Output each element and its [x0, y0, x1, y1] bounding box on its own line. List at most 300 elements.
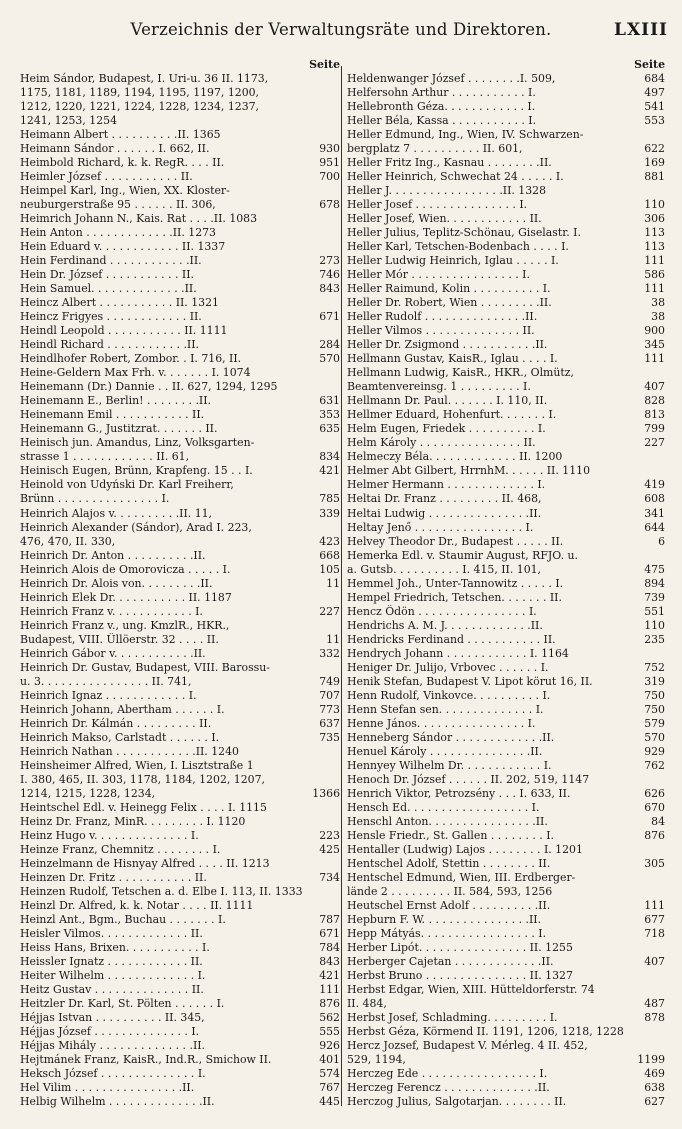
entry-page: 638	[644, 1081, 665, 1095]
entry-text: Heimbold Richard, k. k. RegR. . . . II.	[20, 156, 225, 170]
entry-text: Hein Eduard v. . . . . . . . . . . . II. 1337	[20, 240, 226, 254]
entry-text: Herbst Géza, Körmend II. 1191, 1206, 1218, 1228	[347, 1025, 624, 1039]
entry-page: 843	[319, 955, 340, 968]
entry-page	[632, 450, 665, 464]
index-entry	[20, 1053, 340, 1067]
entry-page: 930	[319, 142, 340, 156]
entry-text: Hensle Friedr., St. Gallen . . . . . . . . I.	[347, 828, 554, 842]
index-entry	[20, 983, 340, 997]
index-entry	[20, 969, 340, 983]
entry-text: Héjjas József . . . . . . . . . . . . . . I.	[20, 1025, 200, 1039]
index-entry	[20, 184, 340, 198]
index-entry	[347, 436, 665, 450]
index-entry	[20, 927, 340, 941]
index-entry	[347, 689, 665, 703]
index-entry	[347, 380, 665, 394]
entry-page: 84	[651, 814, 665, 828]
entry-text: II. 484,	[347, 997, 387, 1011]
entry-page: 579	[644, 716, 665, 730]
entry-text: Helm Károly . . . . . . . . . . . . . . . II.	[347, 436, 536, 450]
entry-page: 900	[644, 324, 665, 338]
entry-page	[632, 464, 665, 478]
index-entry	[20, 170, 340, 184]
entry-text: Helmer Abt Gilbert, HrrnhM. . . . . . II. 1110	[347, 464, 591, 478]
index-entry	[20, 1011, 340, 1025]
page-header	[0, 10, 682, 42]
entry-text: Hel Vilim . . . . . . . . . . . . . . . .II.	[20, 1081, 195, 1095]
entry-page	[307, 745, 340, 759]
entry-text: Heltai Ludwig . . . . . . . . . . . . . . .II.	[347, 506, 542, 520]
entry-text: Hein Dr. József . . . . . . . . . . . II.	[20, 268, 194, 282]
entry-text: Heinemann (Dr.) Dannie . . II. 627, 1294, 1295	[20, 380, 278, 394]
entry-page: 423	[319, 534, 340, 548]
index-entry	[347, 759, 665, 773]
index-entry	[20, 436, 340, 450]
entry-page: 6	[658, 534, 665, 548]
entry-text: Hensch Ed. . . . . . . . . . . . . . . . . . I.	[347, 800, 540, 814]
index-entry	[347, 478, 665, 492]
entry-page: 785	[319, 492, 340, 506]
index-entry	[20, 521, 340, 535]
entry-page	[632, 647, 665, 661]
entry-page	[307, 296, 340, 310]
index-entry	[347, 240, 665, 254]
index-entry	[347, 1011, 665, 1025]
entry-page: 319	[644, 674, 665, 688]
entry-page: 169	[644, 156, 665, 170]
entry-page: 227	[319, 604, 340, 618]
entry-text: Henne János. . . . . . . . . . . . . . . . I.	[347, 716, 536, 730]
entry-text: Heinz Hugo v. . . . . . . . . . . . . . I.	[20, 828, 199, 842]
entry-text: Hemerka Edl. v. Staumir August, RFJO. u.	[347, 548, 578, 562]
entry-text: Heinzl Ant., Bgm., Buchau . . . . . . . I.	[20, 912, 226, 926]
index-entry	[347, 1067, 665, 1081]
page-title: Verzeichnis der Verwaltungsräte und Direktoren.	[130, 20, 552, 39]
entry-page: 671	[319, 926, 340, 940]
index-entry	[20, 955, 340, 969]
index-entry	[347, 352, 665, 366]
entry-text: Hennyey Wilhelm Dr. . . . . . . . . . . . I.	[347, 758, 552, 772]
entry-page: 644	[644, 520, 665, 534]
entry-text: Henneberg Sándor . . . . . . . . . . . . .II.	[347, 730, 555, 744]
entry-page: 570	[644, 730, 665, 744]
left-seite-label: Seite	[309, 58, 340, 71]
index-entry	[20, 731, 340, 745]
entry-text: Hein Anton . . . . . . . . . . . . .II. 1273	[20, 226, 216, 240]
index-entry	[347, 647, 665, 661]
entry-page: 469	[644, 1067, 665, 1081]
entry-text: Heksch József . . . . . . . . . . . . . . I.	[20, 1067, 206, 1081]
index-entry	[347, 1095, 665, 1109]
entry-page: 627	[644, 1095, 665, 1109]
entry-page: 38	[651, 310, 665, 324]
entry-text: Heimrich Johann N., Kais. Rat . . . .II. 1083	[20, 212, 258, 226]
entry-text: Heller Dr. Zsigmond . . . . . . . . . . .II.	[347, 338, 548, 352]
entry-text: Hellmann Gustav, KaisR., Iglau . . . . I.	[347, 352, 558, 366]
entry-text: Heinrich Elek Dr. . . . . . . . . . . II. 1187	[20, 590, 232, 604]
index-entry	[347, 408, 665, 422]
entry-text: bergplatz 7 . . . . . . . . . . II. 601,	[347, 142, 523, 156]
index-entry	[347, 310, 665, 324]
entry-page: 105	[319, 562, 340, 576]
entry-text: Heutschel Ernst Adolf . . . . . . . . . .II.	[347, 898, 551, 912]
entry-page: 574	[319, 1067, 340, 1081]
entry-text: 1212, 1220, 1221, 1224, 1228, 1234, 1237,	[20, 100, 260, 114]
entry-page: 799	[644, 422, 665, 436]
index-entry	[20, 1081, 340, 1095]
index-entry	[347, 282, 665, 296]
index-entry	[20, 422, 340, 436]
index-entry	[20, 997, 340, 1011]
index-entry	[20, 1095, 340, 1109]
index-entry	[20, 843, 340, 857]
entry-text: Heinrich Alois de Omorovicza . . . . . I.	[20, 562, 231, 576]
entry-page: 497	[644, 86, 665, 100]
entry-text: Helmeczy Béla. . . . . . . . . . . . . II. 1200	[347, 450, 563, 464]
entry-page: 762	[644, 758, 665, 772]
entry-text: Heller Edmund, Ing., Wien, IV. Schwarzen-	[347, 128, 584, 142]
index-entry	[20, 647, 340, 661]
index-entry	[20, 408, 340, 422]
entry-page: 11	[326, 632, 340, 646]
index-entry	[20, 759, 340, 773]
index-entry	[20, 619, 340, 633]
index-entry	[20, 478, 340, 492]
entry-page: 678	[319, 198, 340, 212]
index-entry	[20, 142, 340, 156]
entry-text: Heller Karl, Tetschen-Bodenbach . . . . I.	[347, 240, 569, 254]
entry-page: 739	[644, 590, 665, 604]
entry-text: Heller Josef . . . . . . . . . . . . . . . I.	[347, 198, 528, 212]
index-entry	[20, 787, 340, 801]
index-entry	[347, 731, 665, 745]
index-entry	[347, 198, 665, 212]
entry-text: Herbst Josef, Schladming. . . . . . . . . I.	[347, 1011, 558, 1025]
entry-page: 425	[319, 842, 340, 856]
entry-page: 445	[319, 1095, 340, 1109]
index-entry	[347, 1025, 665, 1039]
entry-page: 586	[644, 268, 665, 282]
entry-text: Hentschel Edmund, Wien, III. Erdberger-	[347, 870, 576, 884]
entry-page	[632, 983, 665, 997]
index-entry	[347, 296, 665, 310]
entry-text: Heltay Jenő . . . . . . . . . . . . . . . . I.	[347, 520, 534, 534]
entry-page: 227	[644, 436, 665, 450]
index-entry	[347, 450, 665, 464]
entry-text: Heinrich Nathan . . . . . . . . . . . .II. 1240	[20, 744, 239, 758]
entry-text: Heller Mór . . . . . . . . . . . . . . . . I.	[347, 268, 530, 282]
entry-page: 306	[644, 212, 665, 226]
right-seite-label: Seite	[634, 58, 665, 71]
index-entry	[20, 801, 340, 815]
entry-page: 750	[644, 702, 665, 716]
index-entry	[20, 563, 340, 577]
index-entry	[347, 829, 665, 843]
entry-page: 235	[644, 632, 665, 646]
index-entry	[20, 633, 340, 647]
index-entry	[20, 549, 340, 563]
entry-page: 562	[319, 1011, 340, 1025]
entry-text: Heller Dr. Robert, Wien . . . . . . . . .II.	[347, 296, 552, 310]
entry-text: 1175, 1181, 1189, 1194, 1195, 1197, 1200,	[20, 86, 260, 100]
index-entry	[347, 114, 665, 128]
entry-page: 684	[644, 72, 665, 86]
entry-text: Hentaller (Ludwig) Lajos . . . . . . . . I. 1201	[347, 842, 583, 856]
entry-page	[307, 801, 340, 815]
entry-page: 421	[319, 969, 340, 983]
left-column	[20, 58, 340, 1109]
index-entry	[20, 240, 340, 254]
entry-text: Heinrich Dr. Kálmán . . . . . . . . . II.	[20, 716, 212, 730]
entry-text: Heinrich Dr. Alois von. . . . . . . . .II.	[20, 576, 213, 590]
entry-page: 767	[319, 1081, 340, 1095]
entry-text: Hellmann Dr. Paul. . . . . . . I. 110, II.	[347, 394, 548, 408]
entry-text: Hein Ferdinand . . . . . . . . . . . .II.	[20, 254, 202, 268]
entry-page: 752	[644, 660, 665, 674]
entry-text: Henschl Anton. . . . . . . . . . . . . . . .II.	[347, 814, 548, 828]
entry-page: 38	[651, 296, 665, 310]
entry-text: Hellebronth Géza. . . . . . . . . . . . I.	[347, 100, 536, 114]
entry-page: 305	[644, 856, 665, 870]
entry-text: Héjjas Istvan . . . . . . . . . . II. 345,	[20, 1011, 205, 1025]
entry-page: 111	[644, 898, 665, 912]
index-entry	[20, 815, 340, 829]
entry-page: 637	[319, 716, 340, 730]
entry-text: Henrich Viktor, Petrozsény . . . I. 633, II.	[347, 786, 571, 800]
entry-page: 111	[644, 352, 665, 366]
entry-page	[632, 969, 665, 983]
entry-text: Heller Rudolf . . . . . . . . . . . . . . .II.	[347, 310, 538, 324]
index-entry	[347, 927, 665, 941]
entry-text: Heller Vilmos . . . . . . . . . . . . . . II.	[347, 324, 535, 338]
entry-page: 718	[644, 926, 665, 940]
index-entry	[347, 843, 665, 857]
entry-page: 1199	[637, 1053, 665, 1067]
index-entry	[347, 549, 665, 563]
entry-page: 735	[319, 730, 340, 744]
entry-page: 345	[644, 338, 665, 352]
entry-text: Helm Eugen, Friedek . . . . . . . . . . I.	[347, 422, 546, 436]
entry-text: Beamtenvereinsg. 1 . . . . . . . . . I.	[347, 380, 531, 394]
entry-page: 553	[644, 114, 665, 128]
entry-text: Helfersohn Arthur . . . . . . . . . . . I.	[347, 86, 536, 100]
entry-page: 551	[644, 604, 665, 618]
entry-text: Heindlhofer Robert, Zombor. . I. 716, II.	[20, 352, 242, 366]
index-entry	[20, 591, 340, 605]
entry-page: 677	[644, 912, 665, 926]
entry-page	[632, 366, 665, 380]
entry-page	[307, 885, 340, 899]
entry-text: Heindl Richard . . . . . . . . . . . .II.	[20, 338, 199, 352]
entry-page	[632, 184, 665, 198]
entry-text: Hepp Mátyás. . . . . . . . . . . . . . . . . I.	[347, 926, 547, 940]
index-entry	[347, 913, 665, 927]
index-entry	[347, 717, 665, 731]
entry-text: Heimann Sándor . . . . . . I. 662, II.	[20, 142, 210, 156]
entry-page	[307, 436, 340, 450]
entry-page: 11	[326, 576, 340, 590]
entry-page	[632, 871, 665, 885]
index-entry	[20, 577, 340, 591]
index-entry	[347, 422, 665, 436]
index-entry	[347, 745, 665, 759]
entry-page: 668	[319, 548, 340, 562]
entry-text: Heniger Dr. Julijo, Vrbovec . . . . . . I.	[347, 660, 549, 674]
entry-text: Heinzl Dr. Alfred, k. k. Notar . . . . II. 1111	[20, 898, 254, 912]
entry-text: Hellmer Eduard, Hohenfurt. . . . . . . I.	[347, 408, 557, 422]
index-entry	[347, 815, 665, 829]
entry-text: Heinold von Udyński Dr. Karl Freiherr,	[20, 478, 234, 492]
entry-text: Heinrich Ignaz . . . . . . . . . . . . I.	[20, 688, 197, 702]
entry-page: 407	[644, 380, 665, 394]
index-entry	[20, 605, 340, 619]
entry-page: 339	[319, 506, 340, 520]
entry-text: Heinemann G., Justitzrat. . . . . . . II.	[20, 422, 218, 436]
index-entry	[20, 675, 340, 689]
entry-text: Heinemann E., Berlin! . . . . . . . .II.	[20, 394, 211, 408]
index-entry	[20, 268, 340, 282]
entry-page: 111	[644, 254, 665, 268]
entry-page: 926	[319, 1039, 340, 1053]
index-entry	[347, 857, 665, 871]
entry-text: Heintschel Edl. v. Heinegg Felix . . . . I. 1115	[20, 800, 267, 814]
entry-page	[307, 114, 340, 128]
entry-text: Heimler József . . . . . . . . . . . II.	[20, 170, 193, 184]
entry-text: Heller J. . . . . . . . . . . . . . . . .II. 1328	[347, 184, 547, 198]
entry-page	[632, 941, 665, 955]
index-entry	[20, 380, 340, 394]
index-entry	[347, 394, 665, 408]
index-entry	[347, 100, 665, 114]
entry-text: Héjjas Mihály . . . . . . . . . . . . . .II.	[20, 1039, 206, 1053]
entry-text: Heldenwanger József . . . . . . . .I. 509,	[347, 72, 556, 86]
entry-page: 111	[319, 983, 340, 997]
entry-page	[307, 212, 340, 226]
index-entry	[347, 703, 665, 717]
index-entry	[20, 394, 340, 408]
entry-page	[307, 773, 340, 787]
entry-text: Herberger Cajetan . . . . . . . . . . . . .II.	[347, 955, 554, 968]
entry-text: Heller Heinrich, Schwechat 24 . . . . . I.	[347, 170, 564, 184]
index-entry	[20, 464, 340, 478]
index-entry	[347, 871, 665, 885]
entry-page: 622	[644, 142, 665, 156]
entry-text: Heimann Albert . . . . . . . . . .II. 1365	[20, 128, 221, 142]
index-entry	[347, 507, 665, 521]
index-entry	[347, 801, 665, 815]
entry-text: Herbst Bruno . . . . . . . . . . . . . . . II. 1327	[347, 969, 573, 983]
entry-page: 894	[644, 576, 665, 590]
entry-page: 353	[319, 408, 340, 422]
entry-page: 671	[319, 310, 340, 324]
index-entry	[347, 577, 665, 591]
index-entry	[20, 114, 340, 128]
entry-text: strasse 1 . . . . . . . . . . . . II. 61,	[20, 450, 190, 464]
entry-text: Hejtmánek Franz, KaisR., Ind.R., Smichow II.	[20, 1053, 272, 1067]
entry-page: 332	[319, 646, 340, 660]
index-entry	[20, 324, 340, 338]
index-entry	[347, 184, 665, 198]
entry-text: Hendricks Ferdinand . . . . . . . . . . . II.	[347, 632, 556, 646]
entry-text: Heinrich Makso, Carlstadt . . . . . . I.	[20, 730, 220, 744]
index-entry	[347, 563, 665, 577]
entry-text: Henn Rudolf, Vinkovce. . . . . . . . . . I.	[347, 688, 551, 702]
entry-page	[632, 773, 665, 787]
entry-text: Hendrichs A. M. J. . . . . . . . . . . . .II.	[347, 618, 543, 632]
index-entry	[347, 1081, 665, 1095]
index-entry	[347, 969, 665, 983]
entry-page	[632, 1025, 665, 1039]
entry-text: Heissler Ignatz . . . . . . . . . . . . II.	[20, 955, 203, 968]
entry-text: Heller Béla, Kassa . . . . . . . . . . . I.	[347, 114, 537, 128]
entry-page: 784	[319, 940, 340, 954]
index-entry	[347, 254, 665, 268]
entry-page	[307, 86, 340, 100]
entry-page: 813	[644, 408, 665, 422]
index-entry	[347, 983, 665, 997]
index-entry	[20, 535, 340, 549]
index-entry	[20, 1025, 340, 1039]
index-entry	[347, 464, 665, 478]
entry-text: Hepburn F. W. . . . . . . . . . . . . . . .II.	[347, 912, 542, 926]
entry-page: 273	[319, 254, 340, 268]
entry-text: Herczog Julius, Salgotarjan. . . . . . . . II.	[347, 1095, 567, 1109]
entry-text: Heinz Dr. Franz, MinR. . . . . . . . . I. 1120	[20, 814, 246, 828]
index-entry	[20, 310, 340, 324]
entry-text: Heinrich Gábor v. . . . . . . . . . . .II.	[20, 646, 206, 660]
entry-text: Hercz Jozsef, Budapest V. Mérleg. 4 II. 452,	[347, 1039, 588, 1053]
index-entry	[20, 857, 340, 871]
index-entry	[20, 338, 340, 352]
index-entry	[20, 1039, 340, 1053]
entry-page: 700	[319, 170, 340, 184]
entry-text: Hein Samuel. . . . . . . . . . . . . .II.	[20, 282, 197, 296]
entry-text: Heinemann Emil . . . . . . . . . . . II.	[20, 408, 205, 422]
entry-text: Heinisch Eugen, Brünn, Krapfeng. 15 . . I.	[20, 464, 253, 478]
entry-text: Heim Sándor, Budapest, I. Uri-u. 36 II. 1173,	[20, 72, 269, 86]
index-entry	[20, 703, 340, 717]
index-entry	[20, 829, 340, 843]
index-entry	[347, 885, 665, 899]
entry-page: 570	[319, 352, 340, 366]
entry-text: Heinrich Alexander (Sándor), Arad I. 223,	[20, 520, 252, 534]
entry-page	[307, 240, 340, 254]
index-entry	[347, 675, 665, 689]
entry-page: 341	[644, 506, 665, 520]
index-entry	[20, 689, 340, 703]
entry-page	[307, 72, 340, 86]
entry-text: 529, 1194,	[347, 1053, 406, 1067]
index-entry	[347, 338, 665, 352]
entry-text: Budapest, VIII. Üllöerstr. 32 . . . . II.	[20, 632, 219, 646]
entry-page: 111	[644, 282, 665, 296]
entry-text: Heitz Gustav . . . . . . . . . . . . . . II.	[20, 983, 204, 997]
entry-text: Hellmann Ludwig, KaisR., HKR., Olmütz,	[347, 366, 574, 380]
index-entry	[347, 492, 665, 506]
entry-text: Hemmel Joh., Unter-Tannowitz . . . . . I.	[347, 576, 564, 590]
index-entry	[347, 226, 665, 240]
entry-text: Helvey Theodor Dr., Budapest . . . . . II.	[347, 534, 564, 548]
entry-page: 773	[319, 702, 340, 716]
index-entry	[20, 871, 340, 885]
entry-text: Heinrich Johann, Abertham . . . . . . I.	[20, 702, 225, 716]
index-entry	[347, 787, 665, 801]
index-entry	[347, 619, 665, 633]
entry-page: 631	[319, 394, 340, 408]
entry-text: Heinrich Alajos v. . . . . . . . . .II. 11,	[20, 506, 213, 520]
index-entry	[347, 156, 665, 170]
entry-text: Heinzen Rudolf, Tetschen a. d. Elbe I. 113, II. 1333	[20, 884, 303, 898]
